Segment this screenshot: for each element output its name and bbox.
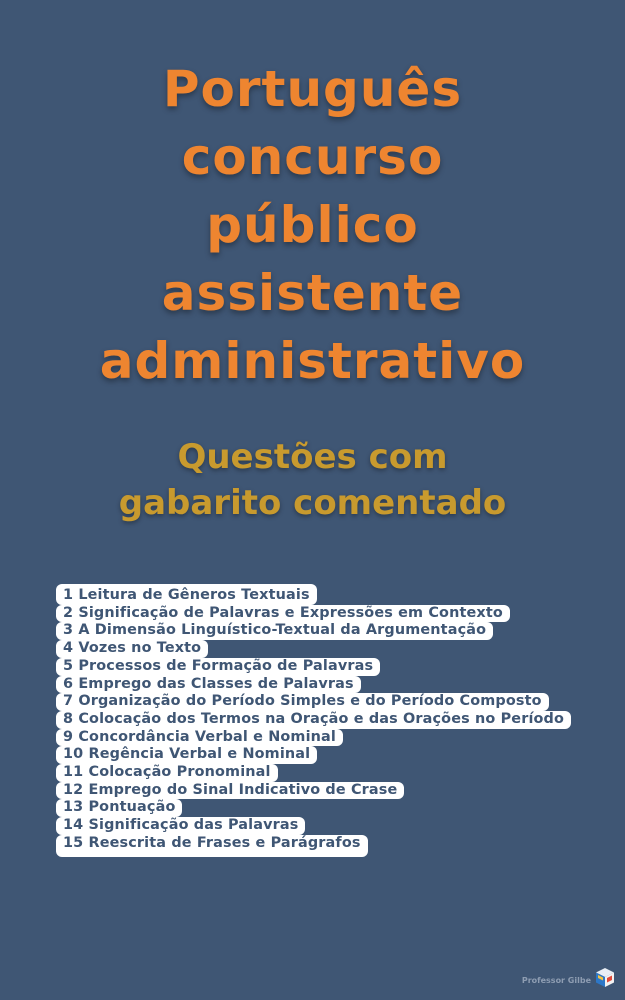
title-line: público [206,196,419,254]
author-watermark: Professor Gilbe [521,976,591,985]
title-line: assistente [161,264,464,322]
topic-item: 4 Vozes no Texto [56,640,208,658]
subtitle-line: gabarito comentado [118,483,507,523]
book-subtitle [0,434,625,526]
title-line: concurso [181,128,444,186]
topic-item: 7 Organização do Período Simples e do Período Composto [56,693,549,711]
topic-item: 10 Regência Verbal e Nominal [56,746,317,764]
topic-item: 3 A Dimensão Linguístico-Textual da Argumentação [56,622,493,640]
topic-item: 1 Leitura de Gêneros Textuais [56,584,317,605]
topic-item: 11 Colocação Pronominal [56,764,278,782]
topic-item: 15 Reescrita de Frases e Parágrafos [56,835,368,857]
topic-item: 12 Emprego do Sinal Indicativo de Crase [56,782,404,800]
topic-item: 14 Significação das Palavras [56,817,305,835]
cube-logo-icon [594,966,616,988]
topic-item: 8 Colocação dos Termos na Oração e das Orações no Período [56,711,571,729]
topic-list [56,584,571,857]
topic-item: 2 Significação de Palavras e Expressões em Contexto [56,605,510,623]
title-line: Português [162,60,463,118]
book-title [0,55,625,395]
topic-item: 5 Processos de Formação de Palavras [56,658,380,676]
topic-item: 6 Emprego das Classes de Palavras [56,676,361,694]
topic-item: 13 Pontuação [56,799,182,817]
title-line: administrativo [99,332,526,390]
topic-item: 9 Concordância Verbal e Nominal [56,729,343,747]
subtitle-line: Questões com [177,437,448,477]
